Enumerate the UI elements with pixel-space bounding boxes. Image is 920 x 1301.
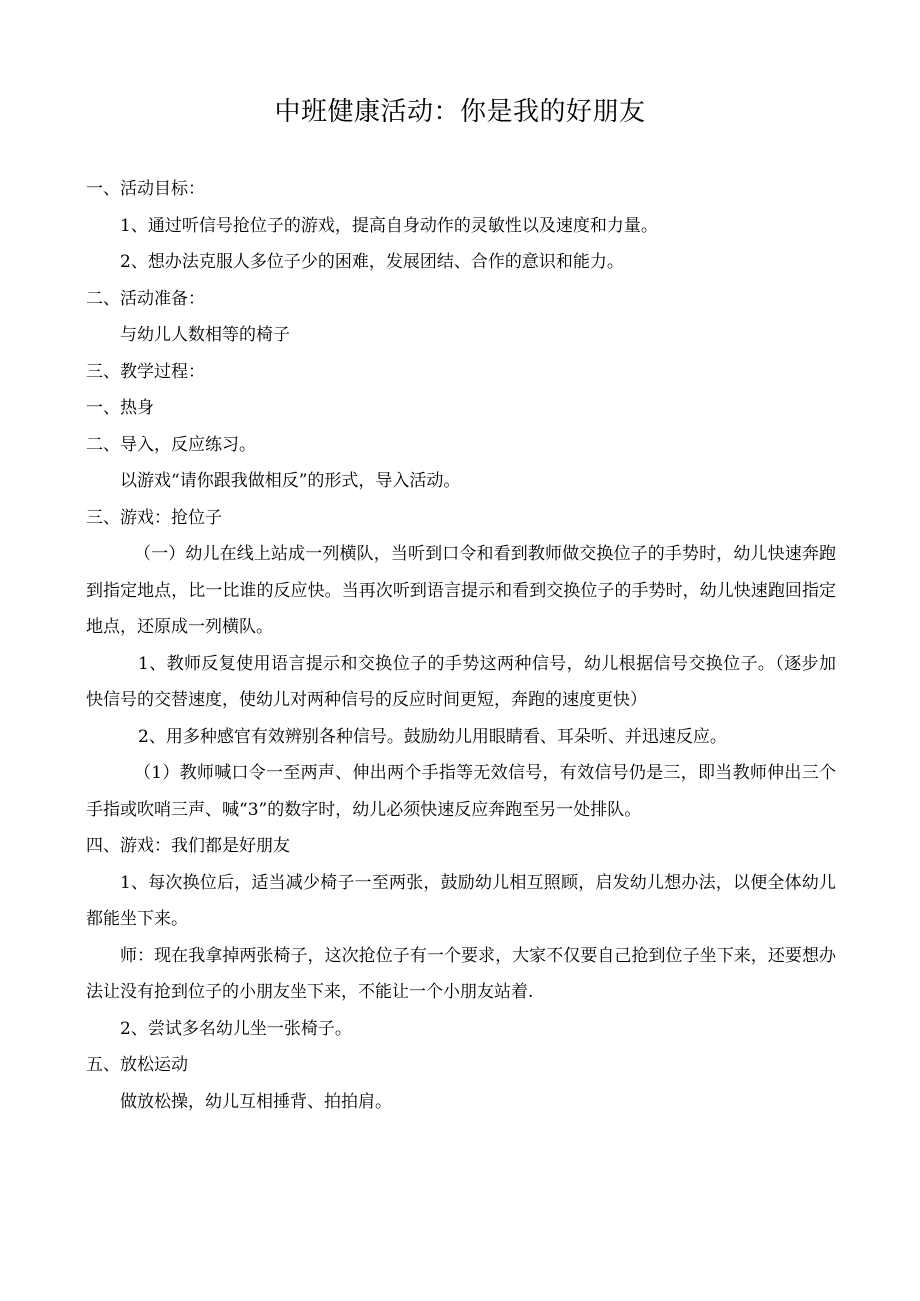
preparation-text: 与幼儿人数相等的椅子 xyxy=(120,325,290,345)
section-heading-preparation: 二、活动准备： xyxy=(86,288,205,309)
step-intro: 二、导入，反应练习。 xyxy=(86,434,256,455)
relax-text: 做放松操，幼儿互相捶背、拍拍肩。 xyxy=(120,1091,392,1112)
game-friends-paragraph-2: 师：现在我拿掉两张椅子，这次抢位子有一个要求，大家不仅要自己抢到位子坐下来，还要想办法让没有抢到位子的小朋友坐下来，不能让一个小朋友站着. xyxy=(86,945,836,1002)
game-seats-paragraph-2: 1、教师反复使用语言提示和交换位子的手势这两种信号，幼儿根据信号交换位子。（逐步加快信号的交替速度，使幼儿对两种信号的反应时间更短，奔跑的速度更快） xyxy=(86,653,836,710)
section-heading-goals: 一、活动目标： xyxy=(86,179,205,199)
section-heading-process: 三、教学过程： xyxy=(86,361,205,382)
game-seats-paragraph-4: （1）教师喊口令一至两声、伸出两个手指等无效信号，有效信号仍是三，即当教师伸出三个手指或吹哨三声、喊“3”的数字时，幼儿必须快速反应奔跑至另一处排队。 xyxy=(86,763,836,820)
game-seats-paragraph-3: 2、用多种感官有效辨别各种信号。鼓励幼儿用眼睛看、耳朵听、并迅速反应。 xyxy=(138,726,727,747)
document-body xyxy=(86,171,836,1120)
goal-item-1: 1、通过听信号抢位子的游戏，提高自身动作的灵敏性以及速度和力量。 xyxy=(120,215,658,236)
game-seats-paragraph-1: （一）幼儿在线上站成一列横队，当听到口令和看到教师做交换位子的手势时，幼儿快速奔跑到指定地点，比一比谁的反应快。当再次听到语言提示和看到交换位子的手势时，幼儿快速跑回指定地点，还原成一列横队。 xyxy=(86,544,836,637)
step-warmup: 一、热身 xyxy=(86,398,154,418)
goal-item-2: 2、想办法克服人多位子少的困难，发展团结、合作的意识和能力。 xyxy=(120,252,624,272)
game-friends-paragraph-3: 2、尝试多名幼儿坐一张椅子。 xyxy=(120,1018,352,1039)
step-game-seats: 三、游戏：抢位子 xyxy=(86,507,222,528)
document-title: 中班健康活动：你是我的好朋友 xyxy=(274,97,646,127)
step-relax: 五、放松运动 xyxy=(86,1055,188,1075)
step-game-friends: 四、游戏：我们都是好朋友 xyxy=(86,836,290,856)
game-friends-paragraph-1: 1、每次换位后，适当减少椅子一至两张，鼓励幼儿相互照顾，启发幼儿想办法，以便全体幼儿都能坐下来。 xyxy=(86,872,836,929)
step-intro-text: 以游戏“请你跟我做相反”的形式，导入活动。 xyxy=(120,471,461,491)
